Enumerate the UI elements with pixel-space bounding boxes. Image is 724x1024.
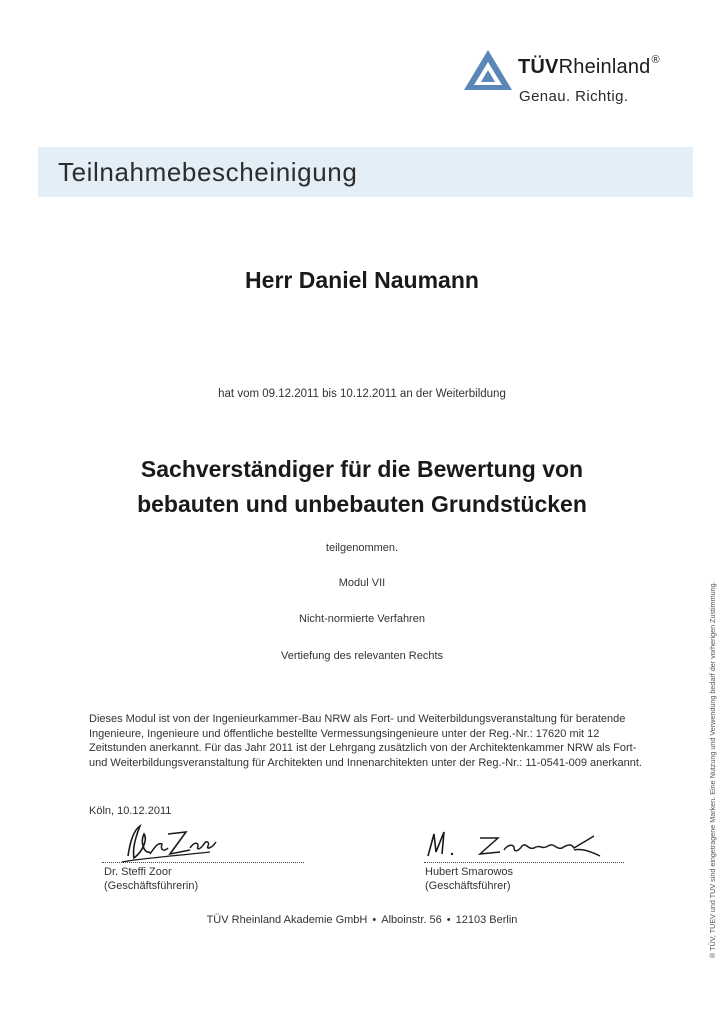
footer-company: TÜV Rheinland Akademie GmbH (206, 914, 368, 926)
recipient-name: Herr Daniel Naumann (245, 267, 479, 293)
tuv-rheinland-logo (462, 48, 692, 110)
signatory-role: (Geschäftsführer) (425, 879, 511, 892)
topic-item: Vertiefung des relevanten Rechts (280, 650, 444, 662)
signatory-left (104, 866, 198, 893)
tuv-triangle-logo-icon (462, 48, 514, 92)
course-period: hat vom 09.12.2011 bis 10.12.2011 an der Weiterbildung (218, 388, 506, 400)
signatory-role: (Geschäftsführerin) (104, 879, 199, 892)
signature-right (424, 826, 614, 866)
topic-item: Nicht-normierte Verfahren (299, 613, 425, 625)
course-title-line-1: Sachverständiger für die Bewertung von (140, 456, 584, 482)
footer-street: Alboinstr. 56 (381, 914, 442, 926)
trademark-note: ® TÜV, TUEV und TUV sind eingetragene Marken. Eine Nutzung und Verwendung bedarf der vorherigen Zustimmung. (708, 581, 717, 958)
signatory-right (425, 866, 513, 893)
signatory-name: Hubert Smarowos (425, 866, 514, 878)
participation-statement: teilgenommen. (325, 542, 399, 554)
brand-name: TÜVRheinland® (518, 54, 660, 78)
footer-separator: • (446, 914, 451, 926)
footer-separator: • (372, 914, 377, 926)
certificate-title: Teilnahmebescheinigung (58, 157, 358, 187)
signature-line-right (424, 862, 624, 863)
place-and-date: Köln, 10.12.2011 (89, 805, 172, 817)
module-name: Modul VII (338, 577, 386, 589)
signature-line-left (102, 862, 304, 863)
brand-tagline: Genau. Richtig. (519, 88, 629, 105)
footer-address (0, 914, 724, 926)
footer-city: 12103 Berlin (455, 914, 518, 926)
signatory-name: Dr. Steffi Zoor (104, 866, 172, 878)
title-band (38, 147, 693, 197)
accreditation-paragraph: Dieses Modul ist von der Ingenieurkammer-Bau NRW als Fort- und Weiterbildungsveranstaltung für beratende Ingenieure, Ingenieure und öffentliche bestellte Vermessungsingenieure unter der Reg.-Nr.: 17620 mit 12 Zeitstunden anerkannt. Für das Jahr 2011 ist der Lehrgang zusätzlich von der Architektenkammer NRW als Fort- und Weiterbildungsveranstaltung für Architekten und Innenarchitekten unter der Reg.-Nr.: 11-0541-009 anerkannt. (89, 713, 642, 769)
course-title-line-2: bebauten und unbebauten Grundstücken (137, 491, 587, 517)
signature-left (114, 812, 224, 868)
